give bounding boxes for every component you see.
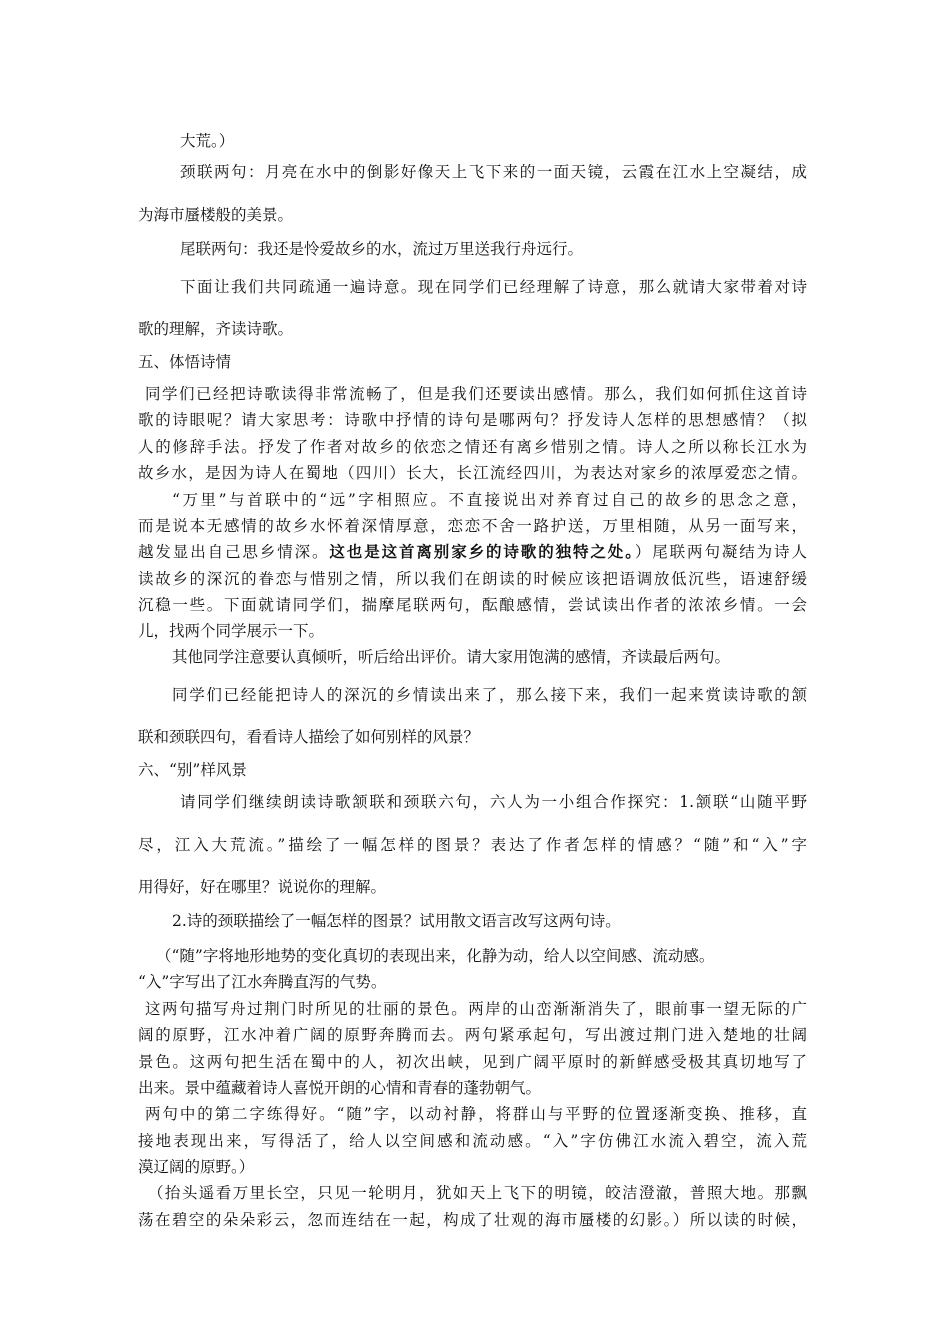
text-line: 歌的诗眼呢？请大家思考：诗歌中抒情的诗句是哪两句？抒发诗人怎样的思想感情？（拟 (138, 411, 807, 429)
text-line: 同学们已经把诗歌读得非常流畅了，但是我们还要读出感情。那么，我们如何抓住这首诗 (145, 385, 807, 403)
text-line: 请同学们继续朗读诗歌颔联和颈联六句，六人为一小组合作探究：1.颔联“山随平野 (180, 793, 807, 811)
text-line: 两句中的第二字练得好。“随”字，以动衬静，将群山与平野的位置逐渐变换、推移，直 (145, 1105, 807, 1123)
text-line: （“随”字将地形地势的变化真切的表现出来，化静为动，给人以空间感、流动感。 (156, 947, 715, 965)
text-line: （抬头遥看万里长空，只见一轮明月，犹如天上飞下的明镜，皎洁澄澈，普照大地。那飘 (148, 1184, 807, 1202)
text-line: 而是说本无感情的故乡水怀着深情厚意，恋恋不舍一路护送，万里相随，从另一面写来， (138, 517, 807, 535)
text-span: 越发显出自己思乡情深。 (138, 543, 330, 561)
text-line: 读故乡的深沉的眷恋与惜别之情，所以我们在朗读的时候应该把语调放低沉些，语速舒缓 (138, 570, 807, 588)
text-line: 联和颈联四句，看看诗人描绘了如何别样的风景？ (138, 728, 480, 746)
text-line-with-emphasis (138, 542, 807, 562)
text-line: 大荒。） (180, 132, 235, 150)
text-line: 下面让我们共同疏通一遍诗意。现在同学们已经理解了诗意，那么就请大家带着对诗 (180, 278, 807, 296)
text-line: 为海市蜃楼般的美景。 (138, 206, 294, 224)
text-line: 歌的理解，齐读诗歌。 (138, 320, 294, 338)
text-line: 尽，江入大荒流。”描绘了一幅怎样的图景？表达了作者怎样的情感？“随”和“入”字 (138, 836, 807, 854)
text-line: “入”字写出了江水奔腾直泻的气势。 (138, 973, 387, 991)
text-line: 景色。这两句把生活在蜀中的人，初次出峡，见到广阔平原时的新鲜感受极其真切地写了 (138, 1053, 807, 1071)
text-line: 同学们已经能把诗人的深沉的乡情读出来了，那么接下来，我们一起来赏读诗歌的颔 (172, 686, 807, 704)
text-line: 阔的原野，江水冲着广阔的原野奔腾而去。两句紧承起句，写出渡过荆门进入楚地的壮阔 (138, 1026, 807, 1044)
text-line: 用得好，好在哪里？说说你的理解。 (138, 878, 387, 896)
section-heading: 五、体悟诗情 (138, 353, 232, 371)
text-line: 儿，找两个同学展示一下。 (138, 622, 325, 640)
text-line: 这两句描写舟过荆门时所见的壮丽的景色。两岸的山峦渐渐消失了，眼前事一望无际的广 (145, 1000, 807, 1018)
text-line: 沉稳一些。下面就请同学们，揣摩尾联两句，酝酿感情，尝试读出作者的浓浓乡情。一会 (138, 596, 807, 614)
section-heading: 六、“别”样风景 (138, 761, 247, 779)
text-line: “万里”与首联中的“远”字相照应。不直接说出对养育过自己的故乡的思念之意， (172, 491, 807, 509)
text-line: 漠辽阔的原野。） (138, 1158, 255, 1176)
text-line: 接地表现出来，写得活了，给人以空间感和流动感。“入”字仿佛江水流入碧空，流入荒 (138, 1132, 807, 1150)
text-line: 人的修辞手法。抒发了作者对故乡的依恋之情还有离乡惜别之情。诗人之所以称长江水为 (138, 438, 807, 456)
text-span: ）尾联两句凝结为诗人 (634, 543, 807, 561)
emphasis-text: 这也是这首离别家乡的诗歌的独特之处。 (329, 542, 635, 561)
text-line: 尾联两句：我还是怜爱故乡的水，流过万里送我行舟远行。 (180, 240, 584, 258)
text-line: 荡在碧空的朵朵彩云，忽而连结在一起，构成了壮观的海市蜃楼的幻影。）所以读的时候， (138, 1211, 807, 1229)
text-line: 故乡水，是因为诗人在蜀地（四川）长大，长江流经四川，为表达对家乡的浓厚爱恋之情。 (138, 464, 807, 482)
text-line: 出来。景中蕴藏着诗人喜悦开朗的心情和青春的蓬勃朝气。 (138, 1079, 542, 1097)
text-line: 颈联两句：月亮在水中的倒影好像天上飞下来的一面天镜，云霞在江水上空凝结，成 (180, 163, 807, 181)
text-line: 2.诗的颈联描绘了一幅怎样的图景？试用散文语言改写这两句诗。 (172, 912, 621, 930)
text-line: 其他同学注意要认真倾听，听后给出评价。请大家用饱满的感情，齐读最后两句。 (172, 648, 731, 666)
